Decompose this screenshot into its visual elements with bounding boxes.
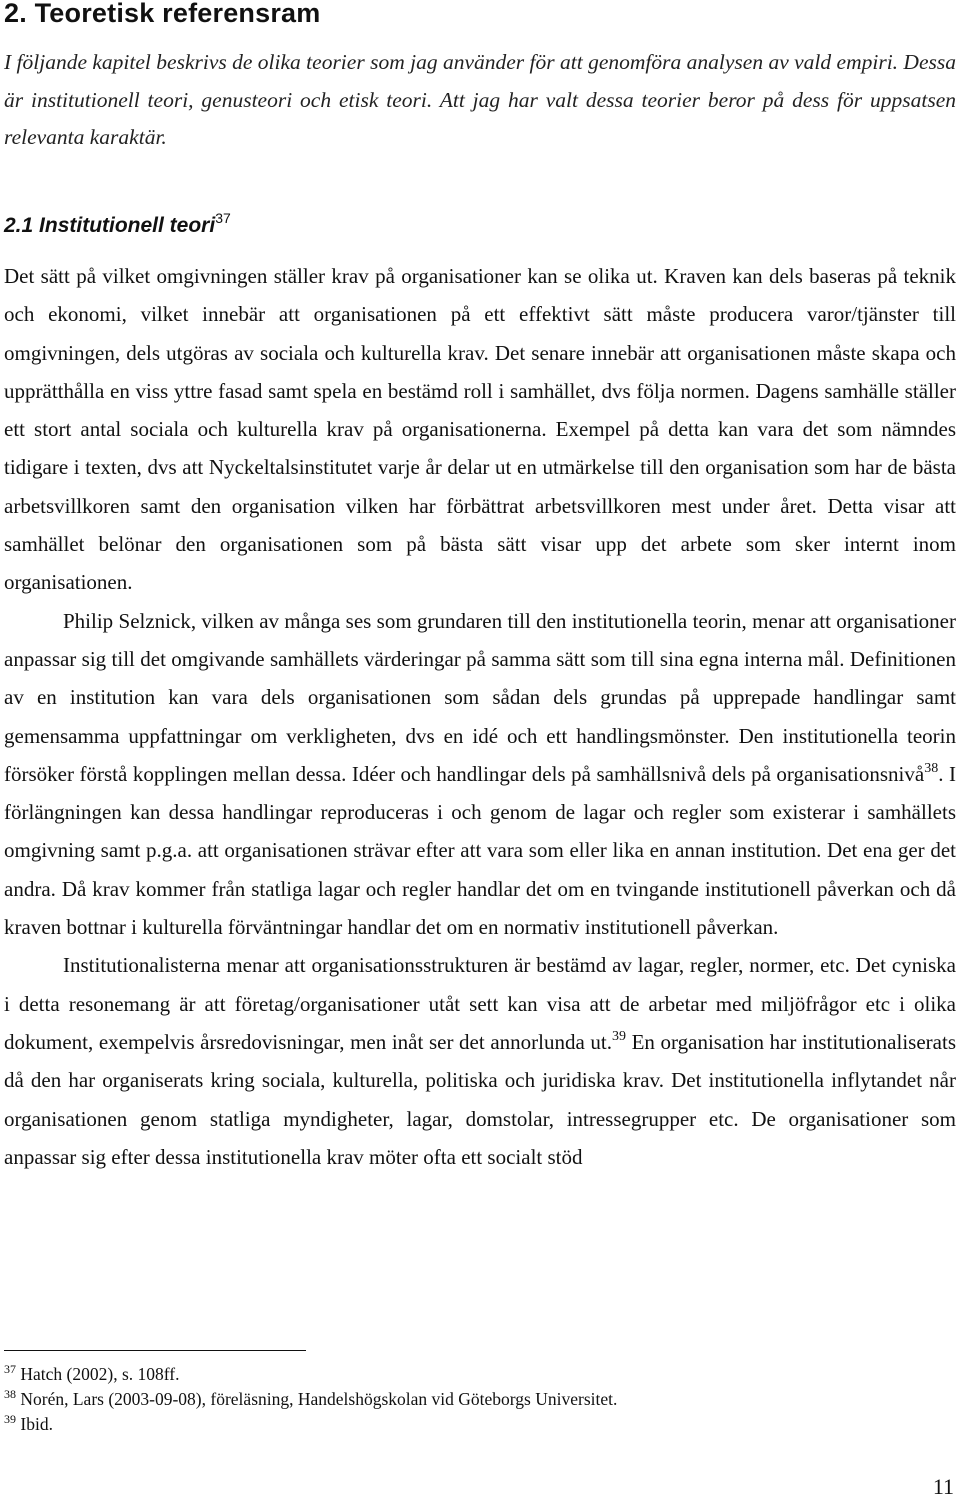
footnote-number: 37 (4, 1362, 16, 1376)
body-paragraph-3 (4, 946, 956, 1176)
page-number: 11 (932, 1474, 954, 1499)
intro-paragraph: I följande kapitel beskrivs de olika teorier som jag använder för att genomföra analysen av vald empiri. Dessa är institutionell teori, genusteori och etisk teori. Att jag har valt dessa teorier beror på dess för uppsatsen relevanta karaktär. (4, 50, 956, 149)
footnote-text: Hatch (2002), s. 108ff. (20, 1364, 180, 1384)
paragraph-text: Institutionalisterna menar att organisationsstrukturen är bestämd av lagar, regler, normer, etc. Det cyniska i detta resonemang är att företag/organisationer utåt sett kan visa att de arbetar med miljöfrågor etc i olika dokument, exempelvis årsredovisningar, men inåt ser det annorlunda ut. (4, 953, 956, 1054)
footnotes (4, 1362, 956, 1437)
footnote-number: 38 (4, 1387, 16, 1401)
subsection-heading (4, 211, 231, 241)
footnote (4, 1387, 956, 1412)
subsection-title: 2.1 Institutionell teori (4, 214, 216, 237)
body-text (4, 257, 956, 1176)
footnote-number: 39 (4, 1412, 16, 1426)
section-heading: 2. Teoretisk referensram (4, 0, 321, 28)
footnote-reference: 38 (924, 760, 939, 776)
footnote (4, 1412, 956, 1437)
body-paragraph-2 (4, 602, 956, 947)
body-paragraph-1 (4, 257, 956, 602)
footnote-divider (4, 1350, 306, 1351)
paragraph-text: En organisation har institutionaliserats då den har organiserats kring sociala, kulturella, politiska och juridiska krav. Det institutionella inflytandet når organisationen genom statliga myndigheter, lagar, domstolar, intressegrupper etc. De organisationer som anpassar sig efter dessa institutionella krav möter ofta ett socialt stöd (4, 1029, 956, 1169)
document-page (4, 0, 956, 1509)
paragraph-text: . I förlängningen kan dessa handlingar reproduceras i och genom de lagar och regler som existerar i samhällets omgivning samt p.g.a. att organisationen strävar efter att vara som eller lika en annan institution. Det ena ger det andra. Då krav kommer från statliga lagar och regler handlar det om en tvingande institutionell påverkan och då kraven bottnar i kulturella förväntningar handlar det om en normativ institutionell påverkan. (4, 761, 956, 940)
footnote (4, 1362, 956, 1387)
paragraph-text: Philip Selznick, vilken av många ses som grundaren till den institutionella teorin, menar att organisationer anpassar sig till det omgivande samhällets värderingar på samma sätt som till sina egna interna mål. Definitionen av en institution kan vara dels organisationen som sådan dels grundas på upprepade handlingar samt gemensamma uppfattningar om verkligheten, dvs en idé och ett handlingsmönster. Den institutionella teorin försöker förstå kopplingen mellan dessa. Idéer och handlingar dels på samhällsnivå dels på organisationsnivå (4, 608, 956, 786)
paragraph-text: Det sätt på vilket omgivningen ställer krav på organisationer kan se olika ut. Kraven kan dels baseras på teknik och ekonomi, vilket innebär att organisationen på ett effektivt sätt måste producera varor/tjänster till omgivningen, dels utgöras av sociala och kulturella krav. Det senare innebär att organisationen måste skapa och upprätthålla en viss yttre fasad samt spela en bestämd roll i samhället, dvs följa normen. Dagens samhälle ställer ett stort antal sociala och kulturella krav på organisationerna. Exempel på detta kan vara det som nämndes tidigare i texten, dvs att Nyckeltalsinstitutet varje år delar ut en utmärkelse till den organisation som har de bästa arbetsvillkoren samt den organisation vilken har förbättrat arbetsvillkoren mest under året. Detta visar att samhället belönar den organisationen som på bästa sätt visar upp det arbete som sker internt inom organisationen. (4, 264, 956, 595)
footnote-reference: 39 (611, 1028, 626, 1044)
footnote-reference: 37 (215, 210, 231, 226)
footnote-text: Ibid. (20, 1414, 53, 1434)
footnote-text: Norén, Lars (2003-09-08), föreläsning, Handelshögskolan vid Göteborgs Universitet. (20, 1389, 618, 1409)
